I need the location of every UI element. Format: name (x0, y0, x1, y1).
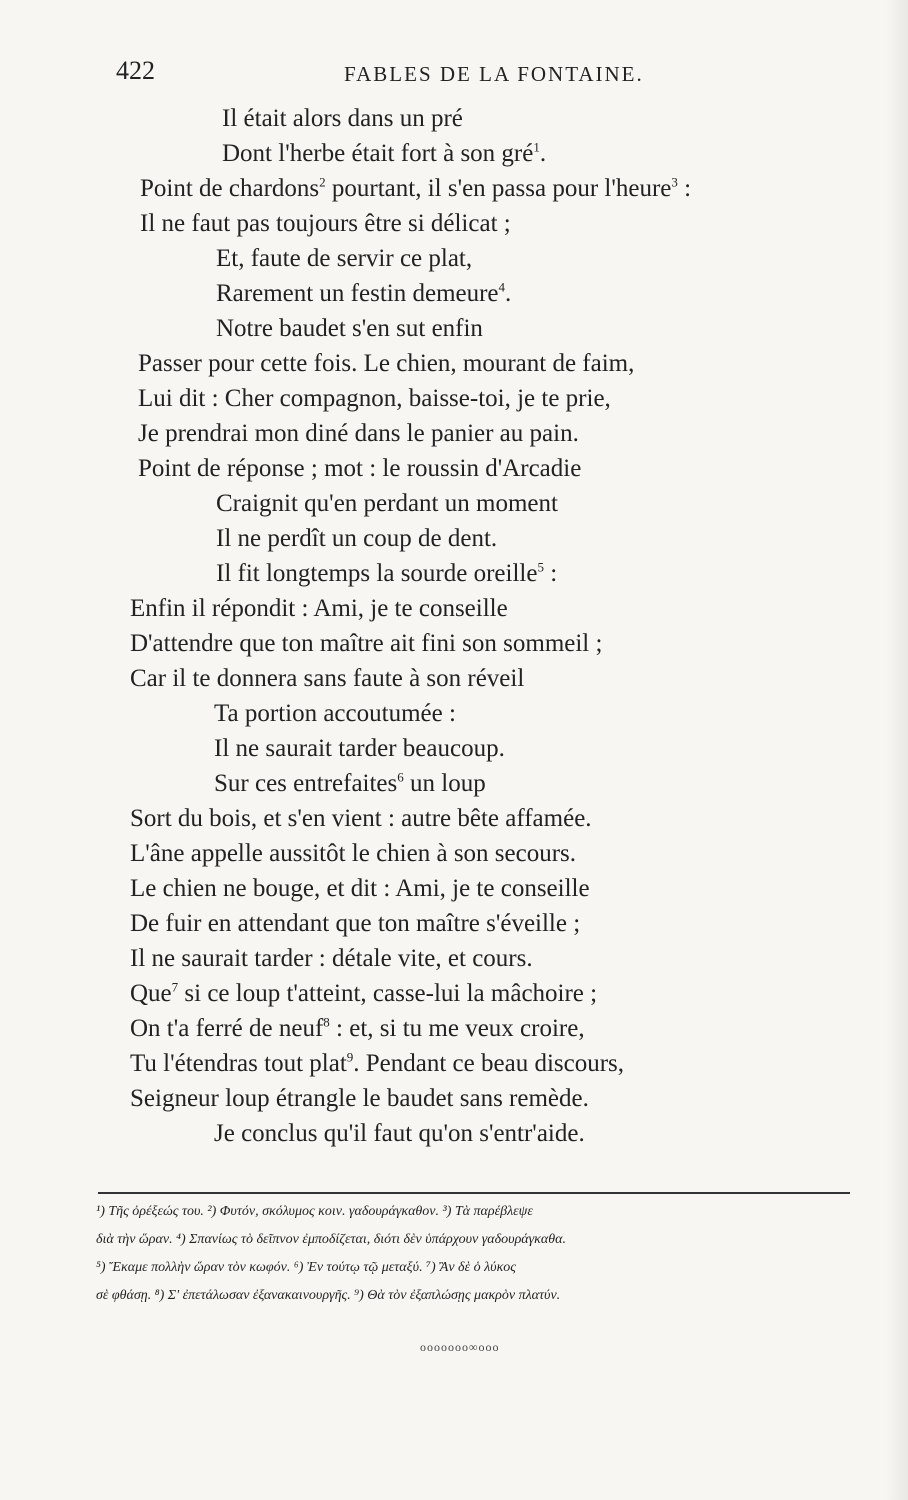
footnote-line: ⁵) Ἔκαμε πολλὴν ὥραν τὸν κωφόν. ⁶) Ἐν τούτῳ τῷ μεταξύ. ⁷) Ἂν δὲ ὁ λύκος (96, 1260, 516, 1275)
poem-line (130, 594, 508, 624)
poem-line (130, 664, 524, 694)
poem-line-text: Et, faute de servir ce plat, (216, 245, 473, 272)
poem-line-text: Je conclus qu'il faut qu'on s'entr'aide. (214, 1120, 585, 1147)
running-title: FABLES DE LA FONTAINE. (344, 62, 644, 86)
poem-line-text: un loup (403, 770, 486, 797)
footnote-marker: 3 (671, 174, 678, 190)
poem-line (140, 209, 511, 239)
footnote-marker: 6 (397, 769, 404, 785)
poem-line-text: Sur ces entrefaites (214, 770, 398, 797)
poem-line-text: . Pendant ce beau discours, (353, 1050, 625, 1077)
poem-line (130, 839, 576, 869)
poem-line-text: Ta portion accoutumée : (214, 700, 456, 727)
poem-line (140, 174, 691, 204)
page-edge-shadow (886, 0, 908, 1500)
poem-line (216, 489, 558, 519)
poem-line-text: si ce loup t'atteint, casse-lui la mâchoire ; (178, 980, 598, 1007)
footnote-marker: 7 (171, 979, 179, 995)
poem-line (130, 629, 602, 659)
footnote-line: ¹) Τῆς ὀρέξεώς του. ²) Φυτόν, σκόλυμος κοιν. γαδουράγκαθον. ³) Τὰ παρέβλεψε (96, 1204, 533, 1219)
poem-line-text: : et, si tu me veux croire, (329, 1015, 585, 1042)
poem-line-text: Tu l'étendras tout plat (130, 1050, 347, 1077)
poem-line (214, 1119, 585, 1149)
poem-line-text: Il ne saurait tarder : détale vite, et cours. (130, 945, 533, 972)
poem-line-text: Car il te donnera sans faute à son réveil (130, 665, 525, 692)
poem-line-text: Il ne faut pas toujours être si délicat ; (140, 210, 511, 237)
poem-line-text: pourtant, il s'en passa pour l'heure (325, 175, 672, 202)
page-header (0, 56, 908, 96)
poem-line-text: Rarement un festin demeure (216, 280, 499, 307)
poem-line-text: Passer pour cette fois. Le chien, mourant de faim, (138, 350, 635, 377)
footnote-marker: 2 (319, 174, 326, 190)
poem-line (130, 1084, 589, 1114)
poem-line-text: Lui dit : Cher compagnon, baisse-toi, je te prie, (138, 385, 611, 412)
poem-line (138, 419, 579, 449)
end-ornament: ooooooo∞ooo (420, 1340, 500, 1354)
poem-line (214, 734, 505, 764)
poem-line-text: Il ne perdît un coup de dent. (216, 525, 498, 552)
poem-line (130, 1049, 624, 1079)
poem-line (130, 1014, 585, 1044)
footnote-line: σὲ φθάσῃ. ⁸) Σ' ἐπετάλωσαν ἐξανακαινουργῆς. ⁹) Θὰ τὸν ἐξαπλώσῃς μακρὸν πλατύν. (96, 1288, 561, 1303)
poem-line (216, 314, 483, 344)
poem-line-text: : (543, 560, 558, 587)
poem-line-text: Que (130, 980, 172, 1007)
poem-line (130, 979, 597, 1009)
poem-line-text: D'attendre que ton maître ait fini son sommeil ; (130, 630, 603, 657)
footnote-marker: 1 (533, 139, 540, 155)
poem-line (222, 104, 463, 134)
poem-line-text: L'âne appelle aussitôt le chien à son secours. (130, 840, 577, 867)
poem-line-text: Sort du bois, et s'en vient : autre bête affamée. (130, 805, 592, 832)
footnote-marker: 9 (346, 1049, 354, 1065)
poem-line-text: . (505, 280, 512, 307)
poem-line (214, 769, 486, 799)
page-number: 422 (116, 56, 155, 85)
poem-line-text: : (677, 175, 692, 202)
footnote-marker: 8 (323, 1014, 330, 1030)
poem-line-text: . (539, 140, 547, 167)
poem-line (216, 244, 472, 274)
poem-line-text: Point de chardons (140, 175, 320, 202)
poem-line-text: Je prendrai mon diné dans le panier au pain. (138, 420, 579, 447)
poem-line (216, 559, 557, 589)
poem-line (130, 874, 590, 904)
poem-line-text: Il ne saurait tarder beaucoup. (214, 735, 505, 762)
footnote-line: διὰ τὴν ὥραν. ⁴) Σπανίως τὸ δεῖπνον ἐμποδίζεται, διότι δὲν ὑπάρχουν γαδουράγκαθα. (96, 1232, 566, 1247)
footnote-marker: 4 (498, 279, 506, 295)
poem-line-text: Dont l'herbe était fort à son gré (222, 140, 534, 167)
poem-line (138, 454, 581, 484)
poem-line (130, 909, 580, 939)
poem-line-text: Notre baudet s'en sut enfin (216, 315, 483, 342)
poem-line-text: Il était alors dans un pré (222, 105, 463, 132)
poem-line (222, 139, 546, 169)
poem-line-text: Seigneur loup étrangle le baudet sans remède. (130, 1085, 589, 1112)
poem-line-text: Craignit qu'en perdant un moment (216, 490, 558, 517)
poem-line-text: De fuir en attendant que ton maître s'éveille ; (130, 910, 581, 937)
poem-line (216, 279, 511, 309)
poem-line-text: Point de réponse ; mot : le roussin d'Arcadie (138, 455, 582, 482)
poem-line (214, 699, 456, 729)
poem-line-text: On t'a ferré de neuf (130, 1015, 324, 1042)
footnote-rule (98, 1192, 850, 1194)
poem-line (130, 804, 592, 834)
poem-line-text: Enfin il répondit : Ami, je te conseille (130, 595, 508, 622)
poem-line-text: Le chien ne bouge, et dit : Ami, je te conseille (130, 875, 590, 902)
poem-line (138, 349, 634, 379)
poem-line (130, 944, 533, 974)
footnote-marker: 5 (537, 559, 544, 575)
poem-line (138, 384, 611, 414)
poem-line-text: Il fit longtemps la sourde oreille (216, 560, 538, 587)
poem-line (216, 524, 497, 554)
